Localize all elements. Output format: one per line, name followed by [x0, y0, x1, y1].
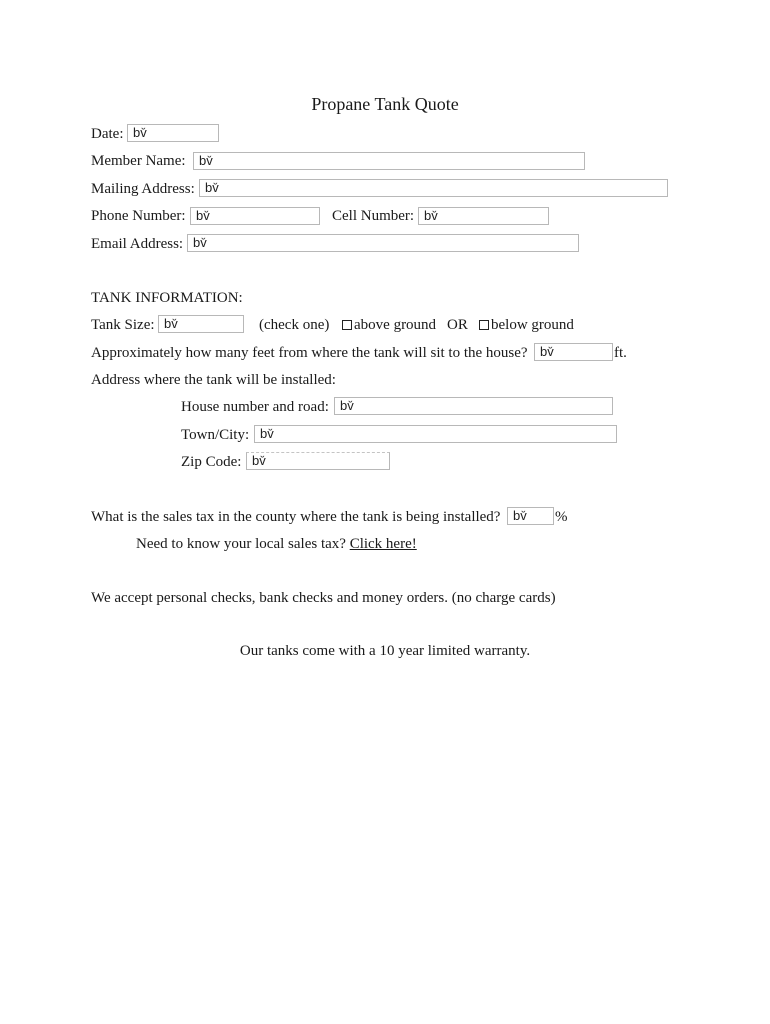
below-ground-option[interactable] [479, 316, 574, 334]
date-field[interactable]: bv̆ [127, 124, 219, 142]
house-number-road-label: House number and road: [181, 399, 329, 415]
distance-unit: ft. [614, 345, 627, 361]
tank-info-heading: TANK INFORMATION: [91, 290, 243, 306]
warranty-note: Our tanks come with a 10 year limited warranty. [239, 643, 531, 659]
town-city-label: Town/City: [181, 427, 250, 443]
date-label: Date: [91, 126, 124, 142]
above-ground-option[interactable] [342, 316, 436, 334]
check-one-label: (check one) [259, 317, 330, 333]
below-ground-checkbox[interactable] [479, 320, 489, 330]
need-to-know-text [136, 535, 417, 553]
install-address-label: Address where the tank will be installed: [91, 372, 336, 388]
need-to-know-label: Need to know your local sales tax? [136, 536, 346, 552]
sales-tax-question: What is the sales tax in the county where the tank is being installed? [91, 509, 501, 525]
payment-note: We accept personal checks, bank checks and money orders. (no charge cards) [91, 590, 556, 606]
above-ground-label: above ground [354, 317, 437, 333]
email-address-field[interactable]: bv̆ [187, 234, 579, 252]
mailing-address-label: Mailing Address: [91, 181, 195, 197]
tank-size-label: Tank Size: [91, 317, 155, 333]
sales-tax-field[interactable]: bv̆ [507, 507, 554, 525]
phone-number-label: Phone Number: [91, 208, 186, 224]
distance-question: Approximately how many feet from where the tank will sit to the house? [91, 345, 528, 361]
house-number-road-field[interactable]: bv̆ [334, 397, 613, 415]
distance-field[interactable]: bv̆ [534, 343, 613, 361]
cell-number-label: Cell Number: [332, 208, 415, 224]
or-label: OR [447, 317, 468, 333]
page-title: Propane Tank Quote [311, 94, 459, 114]
member-name-field[interactable]: bv̆ [193, 152, 585, 170]
member-name-label: Member Name: [91, 153, 186, 169]
zip-code-label: Zip Code: [181, 454, 242, 470]
town-city-field[interactable]: bv̆ [254, 425, 617, 443]
below-ground-label: below ground [491, 317, 574, 333]
cell-number-field[interactable]: bv̆ [418, 207, 549, 225]
phone-number-field[interactable]: bv̆ [190, 207, 320, 225]
tank-size-field[interactable]: bv̆ [158, 315, 244, 333]
email-address-label: Email Address: [91, 236, 184, 252]
zip-code-field[interactable]: bv̆ [246, 452, 390, 470]
mailing-address-field[interactable]: bv̆ [199, 179, 668, 197]
percent-sign: % [555, 509, 568, 525]
click-here-link[interactable]: Click here! [349, 536, 417, 552]
above-ground-checkbox[interactable] [342, 320, 352, 330]
